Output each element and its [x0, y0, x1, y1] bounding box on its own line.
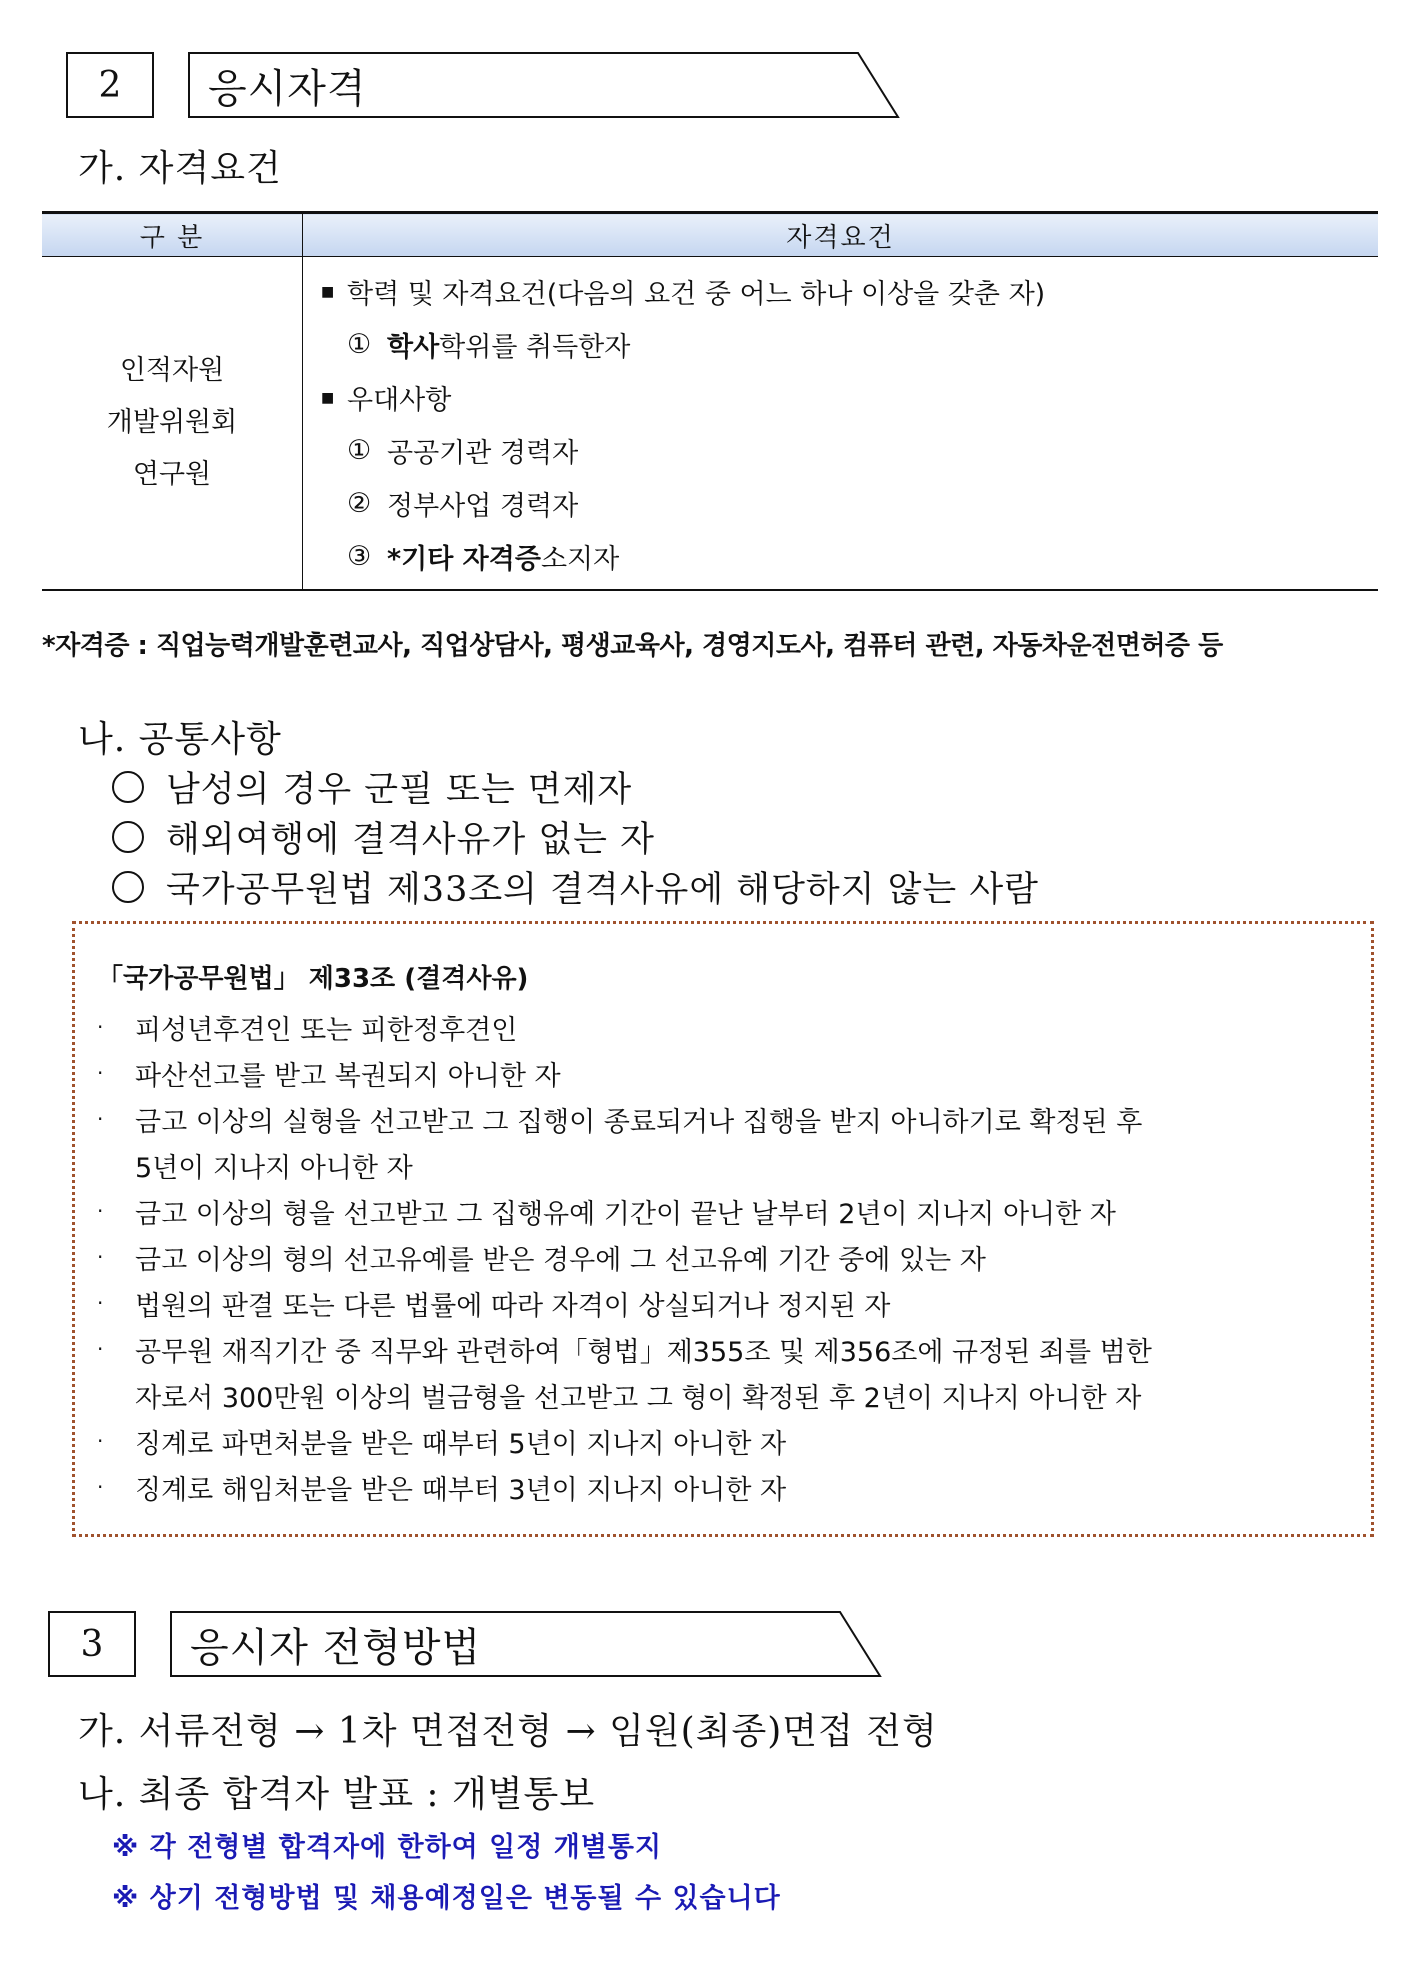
- law-line-text: 징계로 파면처분을 받은 때부터 5년이 지나지 아니한 자: [135, 1428, 787, 1460]
- square-bullet-icon: ■: [321, 283, 335, 300]
- notice-line: ※ 상기 전형방법 및 채용예정일은 변동될 수 있습니다: [112, 1883, 781, 1914]
- square-bullet-icon: ■: [321, 389, 335, 406]
- law-line: [97, 1464, 1152, 1510]
- section-3-title: 응시자 전형방법: [190, 1624, 482, 1671]
- requirement-subitem: [321, 477, 1378, 530]
- law-line-text: 금고 이상의 실형을 선고받고 그 집행이 종료되거나 집행을 받지 아니하기로 확정된 후: [135, 1106, 1143, 1138]
- dot-bullet-icon: ·: [97, 1015, 104, 1039]
- law-line-text: 5년이 지나지 아니한 자: [135, 1152, 413, 1184]
- table-header-requirements: 자격요건: [303, 213, 1379, 257]
- requirement-item: [321, 265, 1378, 318]
- circled-number: ①: [347, 435, 372, 466]
- circled-number: ①: [347, 329, 372, 360]
- law-line: [97, 1004, 1152, 1050]
- section-2-number: 2: [66, 52, 154, 118]
- common-item: [112, 762, 632, 812]
- dot-bullet-icon: ·: [97, 1429, 104, 1453]
- category-line: 개발위원회: [106, 407, 238, 438]
- category-line: 인적자원: [119, 355, 225, 386]
- law-line-text: 금고 이상의 형을 선고받고 그 집행유예 기간이 끝난 날부터 2년이 지나지 아니한 자: [135, 1198, 1116, 1230]
- law-line: [97, 1234, 1152, 1280]
- law-line: [97, 1280, 1152, 1326]
- section-2-title: 응시자격: [208, 65, 367, 112]
- requirement-text: 정부사업 경력자: [387, 491, 579, 522]
- qualifications-table: [42, 211, 1378, 591]
- selection-process: 가. 서류전형 → 1차 면접전형 → 임원(최종)면접 전형: [78, 1711, 938, 1752]
- table-header-category: 구 분: [42, 213, 303, 257]
- common-item: [112, 862, 1039, 912]
- law-line-text: 자로서 300만원 이상의 벌금형을 선고받고 그 형이 확정된 후 2년이 지나지 아니한 자: [135, 1382, 1142, 1414]
- dot-bullet-icon: ·: [97, 1245, 104, 1269]
- circle-bullet-icon: [112, 821, 144, 853]
- law-line: [97, 1096, 1152, 1142]
- requirement-text: 우대사항: [347, 385, 452, 416]
- law-line-continuation: [97, 1372, 1152, 1418]
- section-3-title-banner: [170, 1611, 882, 1677]
- circle-bullet-icon: [112, 771, 144, 803]
- requirement-bold: *기타 자격증: [387, 544, 541, 575]
- category-line: 연구원: [132, 459, 212, 490]
- dot-bullet-icon: ·: [97, 1337, 104, 1361]
- law-line-continuation: [97, 1142, 1152, 1188]
- requirement-text: 소지자: [540, 544, 620, 575]
- requirement-subitem: [321, 318, 1378, 371]
- section-2-title-banner: [188, 52, 900, 118]
- circled-number: ③: [347, 541, 372, 572]
- law-line-text: 피성년후견인 또는 피한정후견인: [135, 1014, 518, 1046]
- subsection-heading-qualifications: 가. 자격요건: [78, 148, 282, 189]
- law-line: [97, 1326, 1152, 1372]
- notice-line: ※ 각 전형별 합격자에 한하여 일정 개별통지: [112, 1832, 663, 1863]
- section-3-number: 3: [48, 1611, 136, 1677]
- law-box-title: 「국가공무원법」 제33조 (결격사유): [97, 964, 529, 994]
- requirement-text: 공공기관 경력자: [387, 438, 579, 469]
- law-line: [97, 1418, 1152, 1464]
- requirement-item: [321, 371, 1378, 424]
- law-line-text: 공무원 재직기간 중 직무와 관련하여「형법」제355조 및 제356조에 규정된 죄를 범한: [135, 1336, 1152, 1368]
- dot-bullet-icon: ·: [97, 1475, 104, 1499]
- common-item: [112, 812, 655, 862]
- law-line: [97, 1050, 1152, 1096]
- final-announcement: 나. 최종 합격자 발표 : 개별통보: [78, 1774, 596, 1815]
- law-line-text: 징계로 해임처분을 받은 때부터 3년이 지나지 아니한 자: [135, 1474, 787, 1506]
- common-item-text: 국가공무원법 제33조의 결격사유에 해당하지 않는 사람: [166, 870, 1039, 910]
- requirement-subitem: [321, 530, 1378, 583]
- dot-bullet-icon: ·: [97, 1061, 104, 1085]
- dot-bullet-icon: ·: [97, 1107, 104, 1131]
- requirement-subitem: [321, 424, 1378, 477]
- law-line-text: 파산선고를 받고 복권되지 아니한 자: [135, 1060, 561, 1092]
- requirement-text: 학위를 취득한자: [439, 332, 631, 363]
- common-item-text: 해외여행에 결격사유가 없는 자: [166, 820, 655, 860]
- law-line: [97, 1188, 1152, 1234]
- circled-number: ②: [347, 488, 372, 519]
- requirements-cell: [303, 257, 1379, 591]
- disqualification-law-box: [72, 921, 1374, 1537]
- dot-bullet-icon: ·: [97, 1199, 104, 1223]
- common-item-text: 남성의 경우 군필 또는 면제자: [166, 770, 633, 810]
- law-list: [97, 1004, 1152, 1510]
- certificate-footnote: *자격증 : 직업능력개발훈련교사, 직업상담사, 평생교육사, 경영지도사, 컴퓨터 관련, 자동차운전면허증 등: [42, 631, 1223, 661]
- law-line-text: 법원의 판결 또는 다른 법률에 따라 자격이 상실되거나 정지된 자: [135, 1290, 891, 1322]
- law-line-text: 금고 이상의 형의 선고유예를 받은 경우에 그 선고유예 기간 중에 있는 자: [135, 1244, 986, 1276]
- dot-bullet-icon: ·: [97, 1291, 104, 1315]
- requirement-bold: 학사: [387, 332, 440, 363]
- circle-bullet-icon: [112, 871, 144, 903]
- category-cell: [42, 257, 303, 591]
- requirement-text: 학력 및 자격요건(다음의 요건 중 어느 하나 이상을 갖춘 자): [347, 279, 1046, 310]
- subsection-heading-common: 나. 공통사항: [78, 719, 282, 760]
